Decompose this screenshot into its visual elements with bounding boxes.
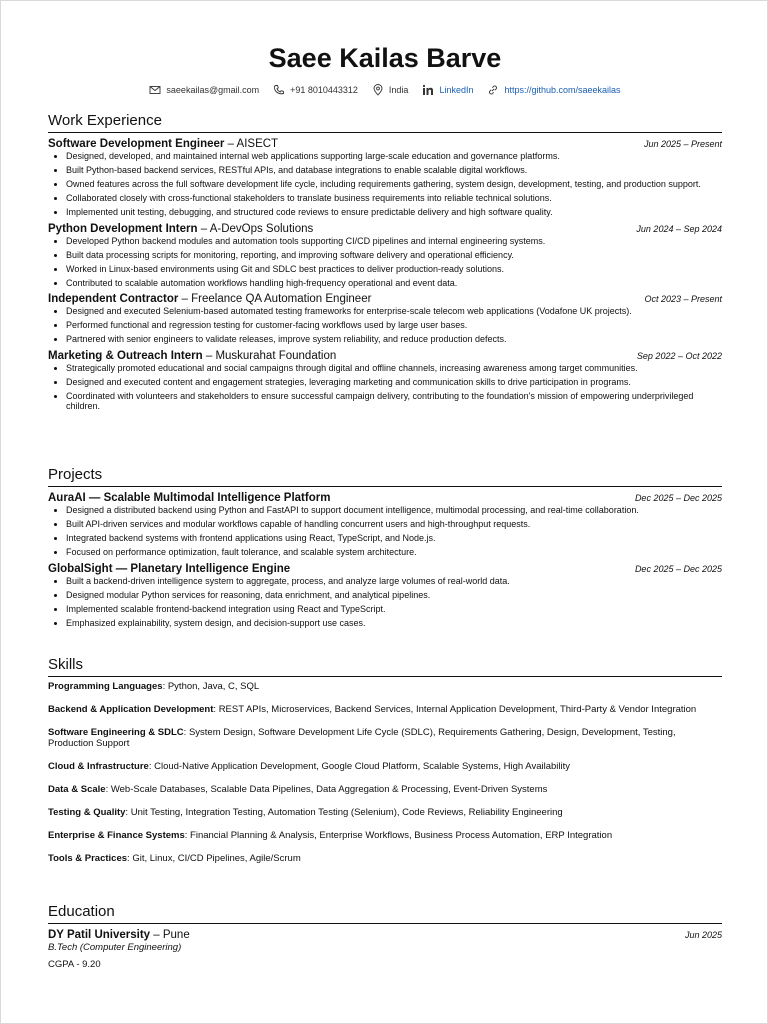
work-entry: Marketing & Outreach Intern – Muskurahat Foundation Sep 2022 – Oct 2022 • Strategically promoted educational and social campaigns through digital and offline channels, increasing awareness among target communities. • Designed and executed content and engagement strategies, leveraging marketing and communication skills to drive participation in programs. • Coordinated with volunteers and stakeholders to ensure successful campaign delivery, contributing to the foundation's mission of empowering underprivileged children. — [48, 349, 722, 412]
skill-label: Software Engineering & SDLC — [48, 727, 184, 738]
list-item: • Designed modular Python services for reasoning, data enrichment, and analytical pipelines. — [66, 590, 722, 601]
skill-value: Financial Planning & Analysis, Enterprise Workflows, Business Process Automation, ERP Integration — [190, 830, 613, 841]
skill-label: Data & Scale — [48, 784, 106, 795]
email-text: saeekailas@gmail.com — [166, 85, 260, 95]
candidate-name: Saee Kailas Barve — [268, 43, 502, 73]
job-date: Sep 2022 – Oct 2022 — [636, 350, 722, 361]
list-item: • Designed and executed content and engagement strategies, leveraging marketing and communication skills to drive participation in programs. — [66, 377, 722, 388]
project-entry — [48, 562, 722, 629]
project-date: Dec 2025 – Dec 2025 — [634, 563, 722, 574]
list-item: • Collaborated closely with cross-functional stakeholders to translate business requirements into reliable technical solutions. — [66, 193, 722, 204]
phone-icon — [273, 84, 285, 96]
section-title: Work Experience — [48, 112, 722, 133]
skill-value: Cloud-Native Application Development, Google Cloud Platform, Scalable Systems, High Availability — [154, 761, 571, 772]
list-item: • Designed, developed, and maintained internal web applications supporting large-scale education and governance platforms. — [66, 151, 722, 162]
job-role: Python Development Intern — [48, 222, 198, 235]
skill-row: Software Engineering & SDLC: System Design, Software Development Life Cycle (SDLC), Requirements Gathering, Design, Development, Testing, Production Support — [48, 727, 676, 749]
skill-label: Programming Languages — [48, 681, 163, 692]
job-role: Marketing & Outreach Intern — [48, 349, 203, 362]
section-title: Skills — [48, 656, 722, 677]
job-date: Oct 2023 – Present — [644, 294, 722, 304]
list-item: • Focused on performance optimization, fault tolerance, and scalable system architecture. — [66, 547, 722, 558]
location-text: India — [388, 85, 409, 95]
list-item: • Built a backend-driven intelligence system to aggregate, process, and analyze large volumes of real-world data. — [66, 576, 722, 587]
job-org: Muskurahat Foundation — [215, 349, 337, 362]
contact-email[interactable] — [149, 84, 259, 96]
skill-row: Backend & Application Development: REST APIs, Microservices, Backend Services, Internal Application Development, Third-Party & Vendor Integration — [48, 704, 697, 715]
contact-bar — [1, 84, 768, 96]
job-org: AISECT — [236, 138, 279, 150]
project-entry — [48, 491, 722, 558]
project-title: GlobalSight — Planetary Intelligence Engine — [48, 562, 291, 575]
linkedin-icon — [422, 84, 434, 96]
list-item: • Integrated backend systems with frontend applications using React, TypeScript, and Node.js. — [66, 533, 722, 544]
job-role: Independent Contractor — [48, 293, 179, 305]
job-date: Jun 2024 – Sep 2024 — [636, 223, 722, 234]
contact-github[interactable] — [487, 84, 620, 96]
list-item: • Designed and executed Selenium-based automated testing frameworks for enterprise-scale telecom web applications (Vodafone UK projects). — [66, 306, 722, 317]
list-item: • Developed Python backend modules and automation tools supporting CI/CD pipelines and internal engineering systems. — [66, 236, 722, 247]
skill-row: Programming Languages: Python, Java, C, SQL — [48, 681, 260, 692]
list-item: • Built API-driven services and modular workflows capable of handling concurrent users and high-throughput requests. — [66, 519, 722, 530]
school-location: Pune — [162, 929, 190, 941]
link-icon — [487, 84, 499, 96]
skill-label: Tools & Practices — [48, 853, 128, 864]
list-item: • Designed a distributed backend using Python and FastAPI to support document intelligence, multimodal processing, and real-time collaboration. — [66, 505, 722, 516]
skill-label: Backend & Application Development — [48, 704, 214, 715]
section-title: Education — [48, 903, 722, 924]
skill-value: Unit Testing, Integration Testing, Automation Testing (Selenium), Code Reviews, Reliability Engineering — [130, 807, 563, 818]
degree: B.Tech (Computer Engineering) — [48, 942, 182, 953]
list-item: • Coordinated with volunteers and stakeholders to ensure successful campaign delivery, contributing to the foundation's mission of empowering underprivileged children. — [66, 391, 722, 412]
linkedin-link[interactable]: LinkedIn — [439, 85, 474, 95]
list-item: • Built data processing scripts for monitoring, reporting, and improving software delivery and operational efficiency. — [66, 250, 722, 261]
phone-text: +91 8010443312 — [290, 85, 358, 95]
job-date: Jun 2025 – Present — [643, 139, 722, 149]
project-date: Dec 2025 – Dec 2025 — [634, 493, 722, 503]
contact-phone[interactable] — [273, 84, 358, 96]
job-org: A-DevOps Solutions — [209, 222, 314, 235]
skill-label: Enterprise & Finance Systems — [48, 830, 185, 841]
location-icon — [372, 84, 384, 96]
contact-location — [372, 84, 409, 96]
list-item: • Emphasized explainability, system design, and decision-support use cases. — [66, 618, 722, 629]
contact-linkedin[interactable] — [422, 84, 473, 96]
project-title: AuraAI — Scalable Multimodal Intelligence Platform — [48, 492, 331, 504]
skill-row: Cloud & Infrastructure: Cloud-Native Application Development, Google Cloud Platform, Scalable Systems, High Availability — [48, 761, 571, 772]
list-item: • Contributed to scalable automation workflows handling high-frequency operational and event data. — [66, 278, 722, 289]
skill-row: Enterprise & Finance Systems: Financial Planning & Analysis, Enterprise Workflows, Business Process Automation, ERP Integration — [48, 830, 613, 841]
education-date: Jun 2025 — [684, 930, 722, 940]
projects-section — [48, 466, 722, 632]
skill-value: System Design, Software Development Life Cycle (SDLC), Requirements Gathering, Design, Development, Testing, Production Support — [48, 727, 676, 749]
list-item: • Performed functional and regression testing for customer-facing workflows used by large user bases. — [66, 320, 722, 331]
education-section: Education DY Patil University – Pune Jun 2025 B.Tech (Computer Engineering) CGPA - 9.20 — [48, 903, 722, 970]
github-link[interactable]: https://github.com/saeekailas — [504, 85, 621, 95]
cgpa: CGPA - 9.20 — [48, 959, 101, 970]
list-item: • Implemented scalable frontend-backend integration using React and TypeScript. — [66, 604, 722, 615]
skill-row: Data & Scale: Web-Scale Databases, Scalable Data Pipelines, Data Aggregation & Processing, Event-Driven Systems — [48, 784, 548, 795]
list-item: • Worked in Linux-based environments using Git and SDLC best practices to deliver production-ready solutions. — [66, 264, 722, 275]
skill-value: REST APIs, Microservices, Backend Services, Internal Application Development, Third-Party & Vendor Integration — [218, 704, 697, 715]
list-item: • Implemented unit testing, debugging, and structured code reviews to ensure predictable delivery and high software quality. — [66, 207, 722, 218]
skill-label: Testing & Quality — [48, 807, 126, 818]
skill-row: Tools & Practices: Git, Linux, CI/CD Pipelines, Agile/Scrum — [48, 853, 301, 864]
work-entry: Independent Contractor – Freelance QA Automation Engineer Oct 2023 – Present • Designed and executed Selenium-based automated testing frameworks for enterprise-scale telecom web applications (Vodafone UK projects). • Performed functional and regression testing for customer-facing workflows used by large user bases. • Partnered with senior engineers to validate releases, improve system reliability, and reduce production defects. — [48, 292, 722, 345]
list-item: • Partnered with senior engineers to validate releases, improve system reliability, and reduce production defects. — [66, 334, 722, 345]
list-item: • Owned features across the full software development life cycle, including requirements gathering, system design, development, testing, and production support. — [66, 179, 722, 190]
section-title: Projects — [48, 466, 722, 487]
skill-label: Cloud & Infrastructure — [48, 761, 149, 772]
skills-section — [48, 656, 722, 876]
skill-value: Web-Scale Databases, Scalable Data Pipelines, Data Aggregation & Processing, Event-Driven Systems — [110, 784, 548, 795]
work-entry: Python Development Intern – A-DevOps Solutions Jun 2024 – Sep 2024 • Developed Python backend modules and automation tools supporting CI/CD pipelines and internal engineering systems. • Built data processing scripts for monitoring, reporting, and improving software delivery and operational efficiency. • Worked in Linux-based environments using Git and SDLC best practices to deliver production-ready solutions. • Contributed to scalable automation workflows handling high-frequency operational and event data. — [48, 222, 722, 289]
mail-icon — [149, 84, 161, 96]
work-entry: Software Development Engineer – AISECT Jun 2025 – Present • Designed, developed, and maintained internal web applications supporting large-scale education and governance platforms. • Built Python-based backend services, RESTful APIs, and database integrations to enable scalable digital workflows. • Owned features across the full software development life cycle, including requirements gathering, system design, development, testing, and production support. • Collaborated closely with cross-functional stakeholders to translate business requirements into reliable technical solutions. • Implemented unit testing, debugging, and structured code reviews to ensure predictable delivery and high software quality. — [48, 137, 722, 218]
skill-value: Python, Java, C, SQL — [167, 681, 260, 692]
skill-value: Git, Linux, CI/CD Pipelines, Agile/Scrum — [132, 853, 301, 864]
skill-row: Testing & Quality: Unit Testing, Integration Testing, Automation Testing (Selenium), Code Reviews, Reliability Engineering — [48, 807, 563, 818]
list-item: • Built Python-based backend services, RESTful APIs, and database integrations to enable scalable digital workflows. — [66, 165, 722, 176]
job-role: Software Development Engineer — [48, 138, 225, 150]
list-item: • Strategically promoted educational and social campaigns through digital and offline channels, increasing awareness among target communities. — [66, 363, 722, 374]
school-name: DY Patil University — [48, 929, 151, 941]
work-experience-section — [48, 112, 722, 416]
job-org: Freelance QA Automation Engineer — [191, 293, 372, 305]
